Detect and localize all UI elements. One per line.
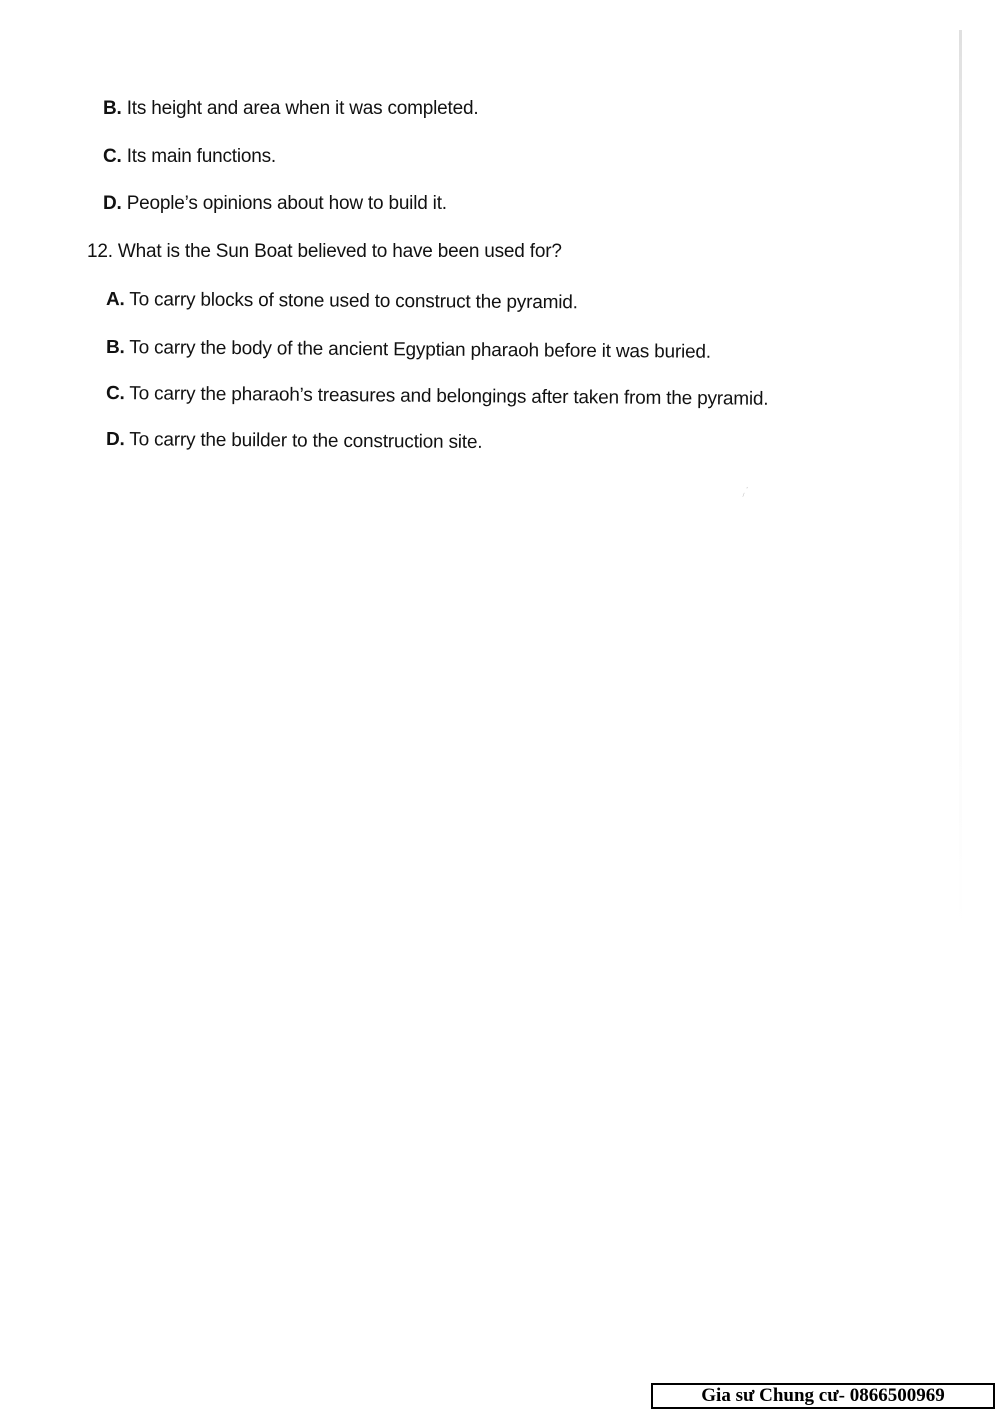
- q12-option-c: [106, 382, 769, 412]
- option-letter: B.: [103, 98, 122, 119]
- option-text: To carry the builder to the construction site.: [124, 429, 483, 453]
- q12-option-d: [106, 428, 483, 455]
- option-text: Its main functions.: [121, 146, 277, 167]
- footer-contact-text: Gia sư Chung cư- 0866500969: [701, 1385, 945, 1406]
- q11-option-b: [103, 97, 478, 121]
- option-text: Its height and area when it was completed.: [121, 98, 479, 119]
- option-text: To carry the pharaoh’s treasures and belongings after taken from the pyramid.: [124, 383, 769, 410]
- scan-speck-mark: ⸝ ˊ: [738, 485, 752, 499]
- question-12-prompt: 12. What is the Sun Boat believed to have been used for?: [87, 241, 562, 262]
- option-letter: A.: [105, 289, 125, 311]
- footer-contact-box: [651, 1383, 995, 1409]
- scan-edge-shadow: [959, 30, 962, 930]
- option-letter: B.: [105, 337, 125, 359]
- option-letter: C.: [103, 146, 122, 167]
- option-text: People’s opinions about how to build it.: [121, 193, 447, 214]
- option-letter: C.: [105, 383, 125, 405]
- option-text: To carry the body of the ancient Egyptian pharaoh before it was buried.: [124, 337, 711, 363]
- option-letter: D.: [103, 193, 122, 214]
- option-letter: D.: [105, 429, 125, 451]
- q12-option-b: [106, 336, 711, 365]
- q11-option-c: [103, 145, 276, 169]
- q11-option-d: [103, 192, 447, 216]
- q12-option-a: [106, 288, 578, 315]
- option-text: To carry blocks of stone used to construct the pyramid.: [124, 289, 578, 314]
